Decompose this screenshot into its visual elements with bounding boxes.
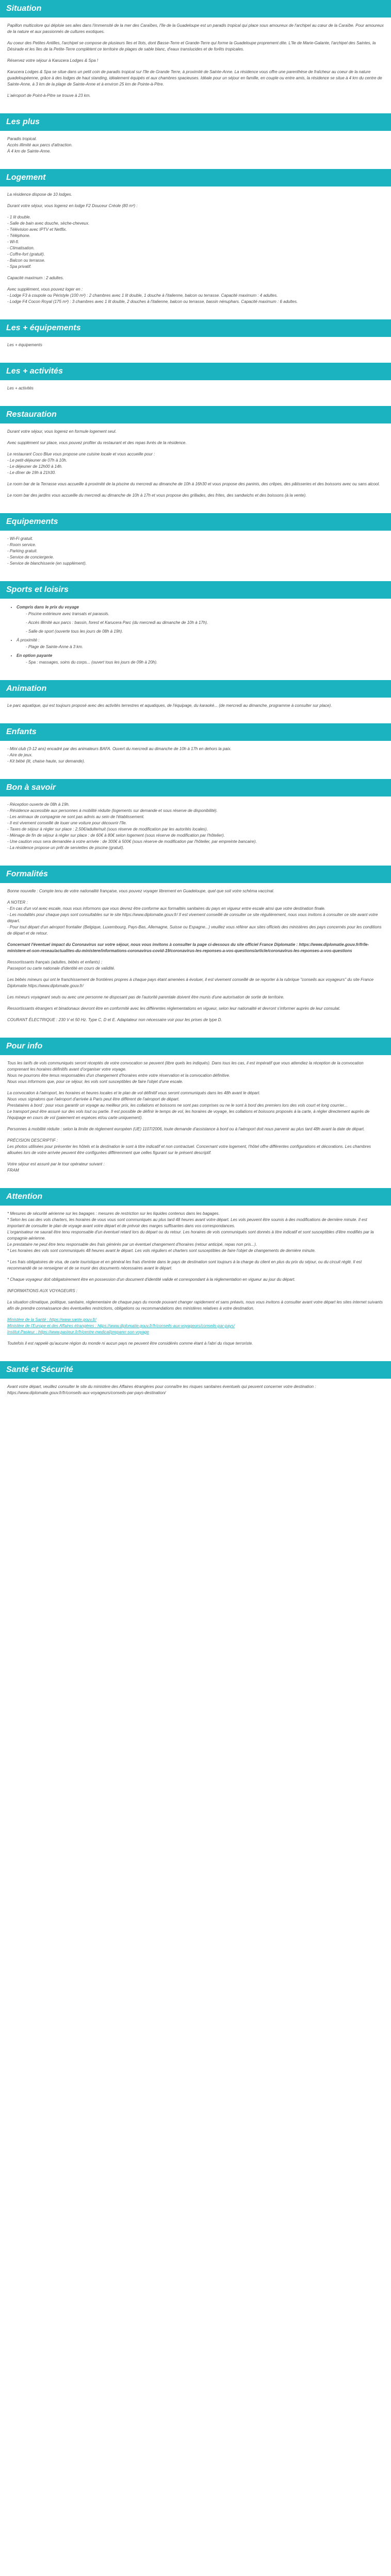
section-pour-info (0, 1038, 391, 1188)
section-title: Les + activités (0, 363, 391, 380)
paragraph: - Mini club (3-12 ans) encadré par des animateurs BAFA. Ouvert du mercredi au dimanche de 10h à 17h en dehors la paix. - Aire de jeux. - Kit bébé (lit, chaise haute, sur demande). (7, 747, 232, 764)
section-animation (0, 680, 391, 723)
section-attention (0, 1188, 391, 1361)
paragraph: Bonne nouvelle : Compte tenu de votre nationalité française, vous pouvez voyager librement en Guadeloupe, quel que soit votre schéma vaccinal. (7, 889, 274, 893)
sports-list (7, 604, 384, 666)
section-body (0, 1379, 391, 1411)
paragraph: La résidence dispose de 10 lodges. (7, 192, 72, 197)
paragraph: Ressortissants français (adultes, bébés et enfants) : Passeport ou carte nationale d'identité en cours de validité. (7, 960, 116, 971)
list-item-heading: Compris dans le prix du voyage (17, 605, 79, 609)
paragraph: Concernant l'éventuel impact du Coronavirus sur votre séjour, nous vous invitons à consulter la page ci-dessous du site officiel France Diplomatie : https://www.diplomatie.gouv.fr/fr/le-ministere-et-son-reseau/actualites-du-ministere/informations-coronavirus-covid-19/coronavirus-les-reponses-a-vos-questions/article/coronavirus-les-reponses-a-vos-questions (7, 942, 369, 953)
section-title: Les + équipements (0, 319, 391, 337)
paragraph: Le parc aquatique, qui est toujours proposé avec des activités terrestres et aquatiques, de l'équipage, du karaoké... (de mercredi au dimanche, programme à consulter sur place). (7, 703, 332, 708)
section-equipements-plus (0, 319, 391, 363)
informations-heading: INFORMATIONS AUX VOYAGEURS : (7, 1289, 78, 1293)
paragraph: Paradis tropical. Accès illimité aux parcs d'attraction. À 4 km de Sainte-Anne. (7, 137, 73, 154)
sub-list (17, 659, 384, 666)
section-body (0, 883, 391, 1038)
list-item: - Plage de Sainte-Anne à 3 km. (26, 645, 84, 649)
section-body (0, 1206, 391, 1361)
section-equipements (0, 513, 391, 581)
paragraph: * Chaque voyageur doit obligatoirement être en possession d'un document d'identité valide et correspondant à la réglementation en vigueur au jour du départ. (7, 1277, 296, 1282)
paragraph: A NOTER : - En cas d'un vol avec escale, nous vous informons que vous devrez être conforme aux formalités sanitaires du pays en vigueur entre escale ainsi que votre destination finale. - Les modalités pour chaque pays sont consultables sur le site https://www.diplomatie.gouv.fr/ Il est vivement conseillé de consulter ce site régulièrement, nous vous invitons à consulter ce site avant votre départ. - Pour tout départ d'un aéroport frontalier (Belgique, Luxembourg, Pays-Bas, Allemagne, Suisse ou Espagne...) veuillez vous référer aux sites officiels des ministères des pays concernés pour les conditions de départ et de retour. (7, 900, 382, 936)
list-item: - Spa : massages, soins du corps... (ouvert tous les jours de 09h à 20h). (26, 660, 158, 665)
paragraph: Capacité maximum : 2 adultes. (7, 276, 64, 280)
paragraph: Les mineurs voyageant seuls ou avec une personne ne disposant pas de l'autorité parentale doivent être munis d'une autorisation de sortie de territoire. (7, 995, 285, 999)
section-title: Restauration (0, 406, 391, 423)
list-item: - Salle de sport (ouverte tous les jours de 08h à 19h). (26, 629, 123, 634)
section-body (0, 131, 391, 169)
section-body (0, 18, 391, 113)
list-item-heading: En option payante (17, 653, 53, 658)
paragraph: COURANT ÉLECTRIQUE : 230 V et 50 Hz. Type C, D et E. Adaptateur non nécessaire voir pour les prises de type D. (7, 1018, 222, 1022)
paragraph: Durant votre séjour, vous logerez en lodge F2 Douceur Créole (80 m²) : (7, 204, 138, 208)
paragraph: - Wi-Fi gratuit. - Room service. - Parking gratuit. - Service de conciergerie. - Service de blanchisserie (en supplément). (7, 536, 87, 566)
section-title: Santé et Sécurité (0, 1361, 391, 1379)
paragraph: * Les frais obligatoires de visa, de carte touristique et en général les frais d'entrée dans le pays de destination sont toujours à la charge du client en plus du prix du séjour, ou du circuit réglé. Il est recommandé de se renseigner et de se munir des documents nécessaires avant le départ. (7, 1260, 363, 1270)
section-body (0, 531, 391, 581)
section-sante (0, 1361, 391, 1411)
paragraph: L'aéroport de Point-à-Pitre se trouve à 23 km. (7, 93, 91, 98)
paragraph: Ressortissants étrangers et binationaux devront être en conformité avec les différentes réglementations en vigueur, selon leur nationalité et devront s'informer auprès de leur consulat. (7, 1006, 340, 1011)
paragraph: Avec supplément sur place, vous pouvez profiter du restaurant et des repas livrés de la résidence. (7, 440, 187, 445)
section-title: Equipements (0, 513, 391, 531)
paragraph: Le restaurant Coco Blue vous propose une cuisine locale et vous accueille pour : - Le petit-déjeuner de 07h à 10h. - Le déjeuner de 12h00 à 14h. - Le dîner de 19h à 21h30. (7, 452, 155, 475)
section-body (0, 1055, 391, 1188)
section-restauration (0, 406, 391, 513)
list-item: - Accès illimité aux parcs : bassin, forest et Karucera Parc (du mercredi au dimanche de 10h à 17h). (26, 620, 208, 625)
section-body (0, 187, 391, 319)
list-item: - Piscine extérieure avec transats et parasols. (26, 612, 109, 616)
list-item (17, 652, 384, 666)
section-title: Logement (0, 169, 391, 187)
paragraph: Les bébés mineurs qui ont le franchissement de frontières propres à chaque pays étant amenées à évoluer, il est vivement conseillé de se reporter à la rubrique "conseils aux voyageurs" du site France Diplomatie https://www.diplomatie.gouv.fr/ (7, 977, 375, 988)
section-body (0, 380, 391, 406)
section-body (0, 423, 391, 513)
paragraph: - 1 lit double. - Salle de bain avec douche, sèche-cheveux. - Télévision avec IPTV et Netflix. - Téléphone. - Wi-fi. - Climatisation. - Coffre-fort (gratuit). - Balcon ou terrasse. - Spa privatif. (7, 215, 90, 269)
section-title: Formalités (0, 866, 391, 883)
section-title: Pour info (0, 1038, 391, 1055)
paragraph: Durant votre séjour, vous logerez en formule logement seul. (7, 429, 117, 434)
paragraph: Votre séjour est assuré par le tour opérateur suivant : FRAM (7, 1162, 105, 1173)
paragraph: Le room bar de la Terrasse vous accueille à proximité de la piscine du mercredi au dimanche de 10h à 16h30 et vous propose des paninis, des crêpes, des pâtisseries et des boissons avec ou sans alcool. (7, 482, 380, 486)
list-item (17, 637, 384, 650)
paragraph: PRÉCISION DESCRIPTIF : Les photos utilisées pour présenter les hôtels et la destination le sont à titre indicatif et non contractuel. Concernant votre logement, l'hôtel offre différentes configurations et décorations. Les chambres allouées lors de votre arrivée peuvent être configurées différemment que celles figurant sur le présent descriptif. (7, 1138, 371, 1155)
section-enfants (0, 723, 391, 779)
section-formalites (0, 866, 391, 1038)
section-title: Animation (0, 680, 391, 698)
section-title: Bon à savoir (0, 779, 391, 796)
paragraph: Au coeur des Petites Antilles, l'archipel se compose de plusieurs îles et îlots, dont Basse-Terre et Grande-Terre qui forme la Guadeloupe proprement dite. L'île de Marie-Galante, l'archipel des Saintes, la Désirade et les îles de la Petite-Terre complètent ce territoire de plages de sable blanc, d'eaux translucides et de forêts tropicales. (7, 41, 377, 52)
section-body (0, 698, 391, 723)
section-activites-plus (0, 363, 391, 406)
paragraph: Avec supplément, vous pouvez loger en : - Lodge F3 à coupole ou Péristyle (100 m²) : 2 chambres avec 1 lit double, 1 douche à l'italienne, balcon ou terrasse. Capacité maximum : 4 adultes. - Lodge F4 Cocon Royal (175 m²) : 3 chambres avec 1 lit double, 2 douches à l'italienne, balcon ou terrasse, bassin nénuphars. Capacité maximum : 6 adultes. (7, 287, 298, 304)
paragraph: Les + équipements (7, 343, 42, 347)
section-body (0, 337, 391, 363)
paragraph: Le room bar des jardins vous accueille du mercredi au dimanche de 10h à 17h et vous propose des grillades, des frites, des sandwichs et des boissons (à la vente). (7, 493, 307, 498)
paragraph: Papillon multicolore qui déploie ses ailes dans l'immensité de la mer des Caraïbes, l'île de la Guadeloupe est un paradis tropical qui place sous amoureux de l'archipel au cœur de la Caraïbe. Pour amoureux de la nature et aux passionnés de cultures exotiques. (7, 23, 385, 34)
paragraph: Réservez votre séjour à Karucera Lodges & Spa ! (7, 58, 99, 63)
section-body (0, 599, 391, 680)
paragraph: La convocation à l'aéroport, les horaires et heures locales et le plan de vol définitif vous seront communiqués dans les 48h avant le départ. Nous vous signalons que l'aéroport d'arrivée à Paris peut être différent de l'aéroport de départ. Prestataires à bord : pour vous garantir un voyage au meilleur prix, les collations et boissons ne sont pas comprises ou ne le sont à bord des premiers lors des vols court et long courrier... Le transport peut être assuré sur des vols tout ou partie. Il est possible de définir le temps de vol, les horaires de voyage, les collations et boissons proposés à la carte, à régler directement auprès de l'équipage en cours de vol (paiement en espèces et/ou carte uniquement). (7, 1091, 370, 1120)
sub-list (17, 611, 384, 635)
paragraph: Personnes à mobilité réduite : selon la limite de règlement européen (UE) 1107/2006, toute demande d'assistance à bord ou à l'aéroport doit nous parvenir au plus tard 48h avant la date de départ. (7, 1127, 365, 1131)
list-item-heading: À proximité : (17, 638, 40, 642)
section-title: Les plus (0, 113, 391, 131)
paragraph: La situation climatique, politique, sanitaire, réglementaire de chaque pays du monde pouvant changer rapidement et sans préavis, nous vous invitons à consulter avant votre départ les sites internet suivants afin de prendre connaissance des éventuelles restrictions, obligations ou recommandations des ministères relatives à votre destination. (7, 1300, 384, 1311)
paragraph: * Mesures de sécurité aérienne sur les bagages : mesures de restriction sur les liquides contenus dans les bagages. * Selon les cas des vols charters, les horaires de vous vous sont communiqués au plus tard 48 heures avant votre départ. Les vols peuvent être soumis à des modifications de dernière minute. Il est important de consulter le plan de voyage avant votre départ et de prévoir des marges suffisantes dans vos correspondances. L'organisateur ne saurait être tenu responsable d'un éventuel retard lors du départ ou du retour. Les horaires de vols communiqués sont donnés à titre indicatif et sont susceptibles d'être modifiés par la compagnie aérienne. Le prestataire ne peut être tenu responsable des frais générés par un éventuel changement d'horaires (retour anticipé, repas non pris...). * Les horaires des vols sont communiqués 48 heures avant le départ. Les vols réguliers et charters sont susceptibles de faire l'objet de changements de dernière minute. (7, 1211, 374, 1253)
paragraph: Tous les tarifs de vols communiqués seront réceptés de votre convocation se peuvent (libre quels les indiqués). Dans tous les cas, il est impératif que vous attendiez la réception de la convocation comprenant les horaires définitifs avant d'organiser votre voyage. Nous ne pourrons être tenus responsables d'un changement d'horaires entre votre réservation et la convocation définitive. Nous vous informons que, pour ce séjour, les vols sont susceptibles de faire l'objet d'une escale. (7, 1061, 364, 1084)
section-body (0, 741, 391, 779)
paragraph: Karucera Lodges & Spa se situe dans un petit coin de paradis tropical sur l'île de Grande Terre, à proximité de Sainte-Anne. La résidence vous offre une parenthèse de fraîcheur au coeur de la nature guadeloupéenne, grâce à des lodges de haut standing, idéalement équipés et aux chambres spacieuses. Idéale pour un séjour en famille, en couple ou entre amis, la résidence se situe à 4 km du centre de Sainte-Anne, à 3 km de la plage de Sainte-Anne et à environ 25 km de Pointe-à-Pitre. (7, 70, 383, 87)
paragraph: Les + activités (7, 386, 34, 391)
section-title: Enfants (0, 723, 391, 741)
section-sports (0, 581, 391, 680)
sub-list (17, 643, 384, 650)
section-title: Sports et loisirs (0, 581, 391, 599)
section-bon-a-savoir (0, 779, 391, 866)
section-plus (0, 113, 391, 169)
paragraph: Toutefois il est rappelé qu'aucune région du monde ni aucun pays ne peuvent être considérés comme étant à l'abri du risque terroriste. (7, 1341, 253, 1346)
list-item (17, 604, 384, 635)
section-situation (0, 0, 391, 113)
section-logement (0, 169, 391, 319)
section-title: Attention (0, 1188, 391, 1206)
section-body (0, 796, 391, 866)
section-title: Situation (0, 0, 391, 18)
official-links[interactable]: Ministère de la Santé : https://www.sante.gouv.fr/ Ministère de l'Europe et des Affaires étrangères : https://www.diplomatie.gouv.fr/fr/conseils-aux-voyageurs/conseils-par-pays/ Institut Pasteur : https://www.pasteur.fr/fr/centre-medical/preparer-son-voyage (7, 1317, 235, 1334)
paragraph: Avant votre départ, veuillez consulter le site du ministère des Affaires étrangères pour connaître les risques sanitaires éventuels qui peuvent concerner votre destination : https://www.diplomatie.gouv.fr/fr/conseils-aux-voyageurs/conseils-par-pays-destination/ (7, 1384, 317, 1395)
paragraph: - Réception ouverte de 08h à 19h. - Résidence accessible aux personnes à mobilité réduite (logements sur demande et sous réserve de disponibilité). - Les animaux de compagnie ne sont pas admis au sein de l'établissement. - Il est vivement conseillé de louer une voiture pour découvrir l'île. - Taxes de séjour à régler sur place : 2,50€/adulte/nuit (sous réserve de modification par les autorités locales). - Ménage de fin de séjour à régler sur place : de 60€ à 80€ selon logement (sous réserve de modification par l'hôtelier). - Une caution vous sera demandée à votre arrivée : de 300€ à 500€ (sous réserve de modification par l'hôtelier, par empreinte bancaire). - La résidence propose un prêt de serviettes de piscine (gratuit). (7, 802, 257, 850)
